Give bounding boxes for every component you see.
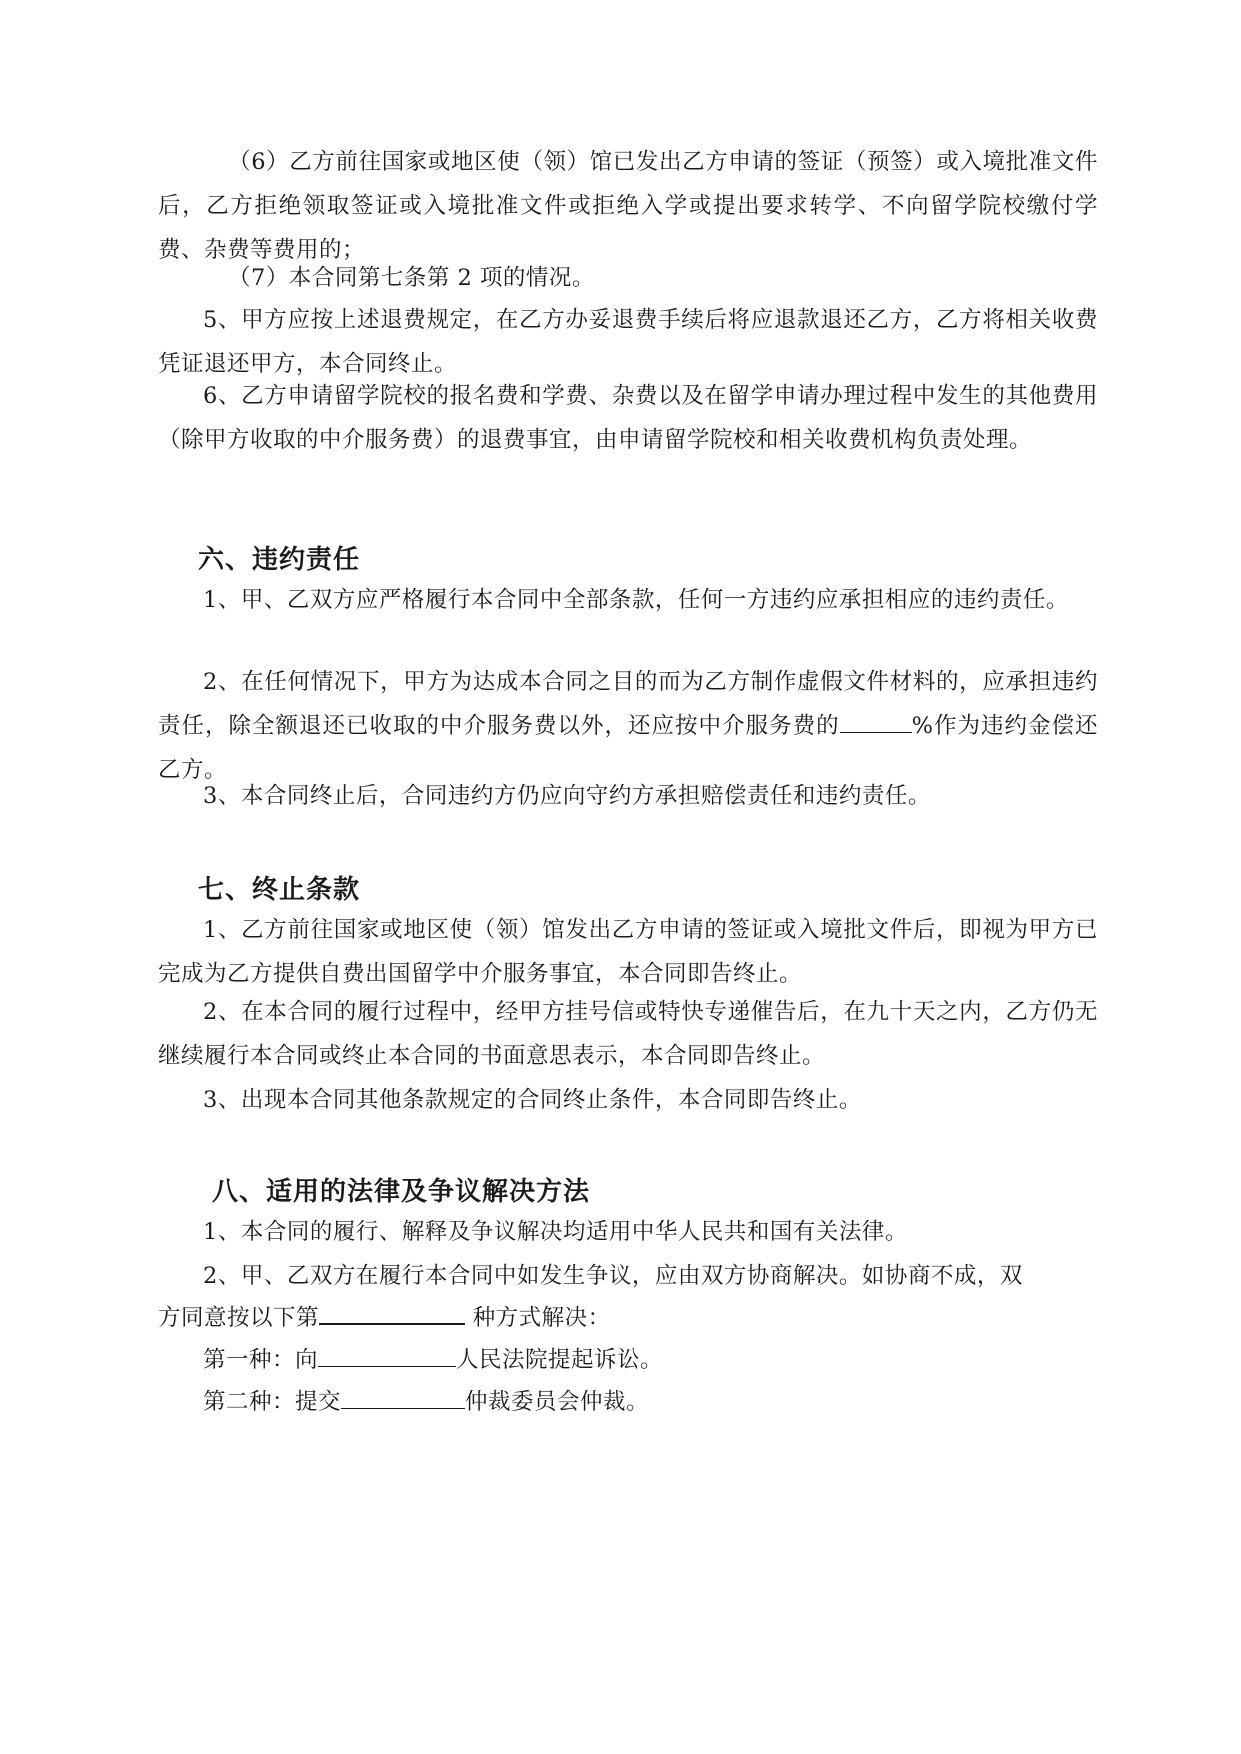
- option-text: 仲裁委员会仲裁。: [465, 1389, 650, 1415]
- clause-5-4-7: [158, 256, 1098, 300]
- clause-text: 5、甲方应按上述退费规定，在乙方办妥退费手续后将应退款退还乙方，乙方将相关收费凭证退还甲方，本合同终止。: [158, 307, 1098, 377]
- section-heading-7: 七、终止条款: [198, 875, 361, 905]
- clause-7-2: [158, 990, 1098, 1078]
- option-text: 第一种：向: [203, 1347, 319, 1373]
- arbitration-name-blank: [341, 1382, 465, 1409]
- clause-8-1: [158, 1210, 1098, 1254]
- clause-text: 2、在任何情况下，甲方为达成本合同之目的而为乙方制作虚假文件材料的，应承担违约责任，除全额退还已收取的中介服务费以外，还应按中介服务费的: [158, 669, 1098, 739]
- method-number-blank: [319, 1297, 465, 1325]
- dispute-option-2: [158, 1380, 1098, 1424]
- clause-text: 1、本合同的履行、解释及争议解决均适用中华人民共和国有关法律。: [203, 1219, 908, 1245]
- clause-text: 1、甲、乙双方应严格履行本合同中全部条款，任何一方违约应承担相应的违约责任。: [203, 587, 1069, 613]
- court-name-blank: [318, 1340, 456, 1367]
- section-heading-6: 六、违约责任: [198, 545, 361, 575]
- clause-text: 6、乙方申请留学院校的报名费和学费、杂费以及在留学申请办理过程中发生的其他费用（除甲方收取的中介服务费）的退费事宜，由申请留学院校和相关收费机构负责处理。: [158, 383, 1098, 453]
- clause-5-5: [158, 298, 1098, 386]
- clause-text: %作为违约金偿还乙方。: [158, 713, 1098, 783]
- dispute-option-1: [158, 1338, 1098, 1382]
- clause-7-1: [158, 908, 1098, 996]
- clause-text: 3、本合同终止后，合同违约方仍应向守约方承担赔偿责任和违约责任。: [203, 783, 931, 809]
- option-text: 人民法院提起诉讼。: [456, 1347, 664, 1373]
- clause-text: 1、乙方前往国家或地区使（领）馆发出乙方申请的签证或入境批文件后，即视为甲方已完成为乙方提供自费出国留学中介服务事宜，本合同即告终止。: [158, 917, 1098, 987]
- clause-text: 3、出现本合同其他条款规定的合同终止条件，本合同即告终止。: [203, 1087, 862, 1113]
- percentage-blank: [840, 706, 912, 733]
- clause-text: 2、在本合同的履行过程中，经甲方挂号信或特快专递催告后，在九十天之内，乙方仍无继续履行本合同或终止本合同的书面意思表示，本合同即告终止。: [158, 999, 1098, 1069]
- option-text: 第二种：提交: [203, 1389, 342, 1415]
- clause-text: （7）本合同第七条第 2 项的情况。: [228, 265, 595, 291]
- clause-5-4-6: [158, 140, 1098, 272]
- clause-text: （6）乙方前往国家或地区使（领）馆已发出乙方申请的签证（预签）或入境批准文件后，乙方拒绝领取签证或入境批准文件或拒绝入学或提出要求转学、不向留学院校缴付学费、杂费等费用的；: [158, 149, 1098, 263]
- clause-8-2: [158, 1254, 1098, 1298]
- clause-6-1: [158, 578, 1098, 622]
- clause-text: 2、甲、乙双方在履行本合同中如发生争议，应由双方协商解决。如协商不成，双: [203, 1263, 1023, 1289]
- clause-text: 种方式解决：: [465, 1305, 611, 1331]
- clause-6-3: [158, 774, 1098, 818]
- clause-text: 方同意按以下第: [158, 1305, 320, 1331]
- section-heading-8: 八、适用的法律及争议解决方法: [212, 1177, 591, 1207]
- clause-6-2: [158, 660, 1098, 792]
- clause-8-2-cont: [158, 1296, 1098, 1340]
- clause-7-3: [158, 1078, 1098, 1122]
- clause-5-6: [158, 374, 1098, 462]
